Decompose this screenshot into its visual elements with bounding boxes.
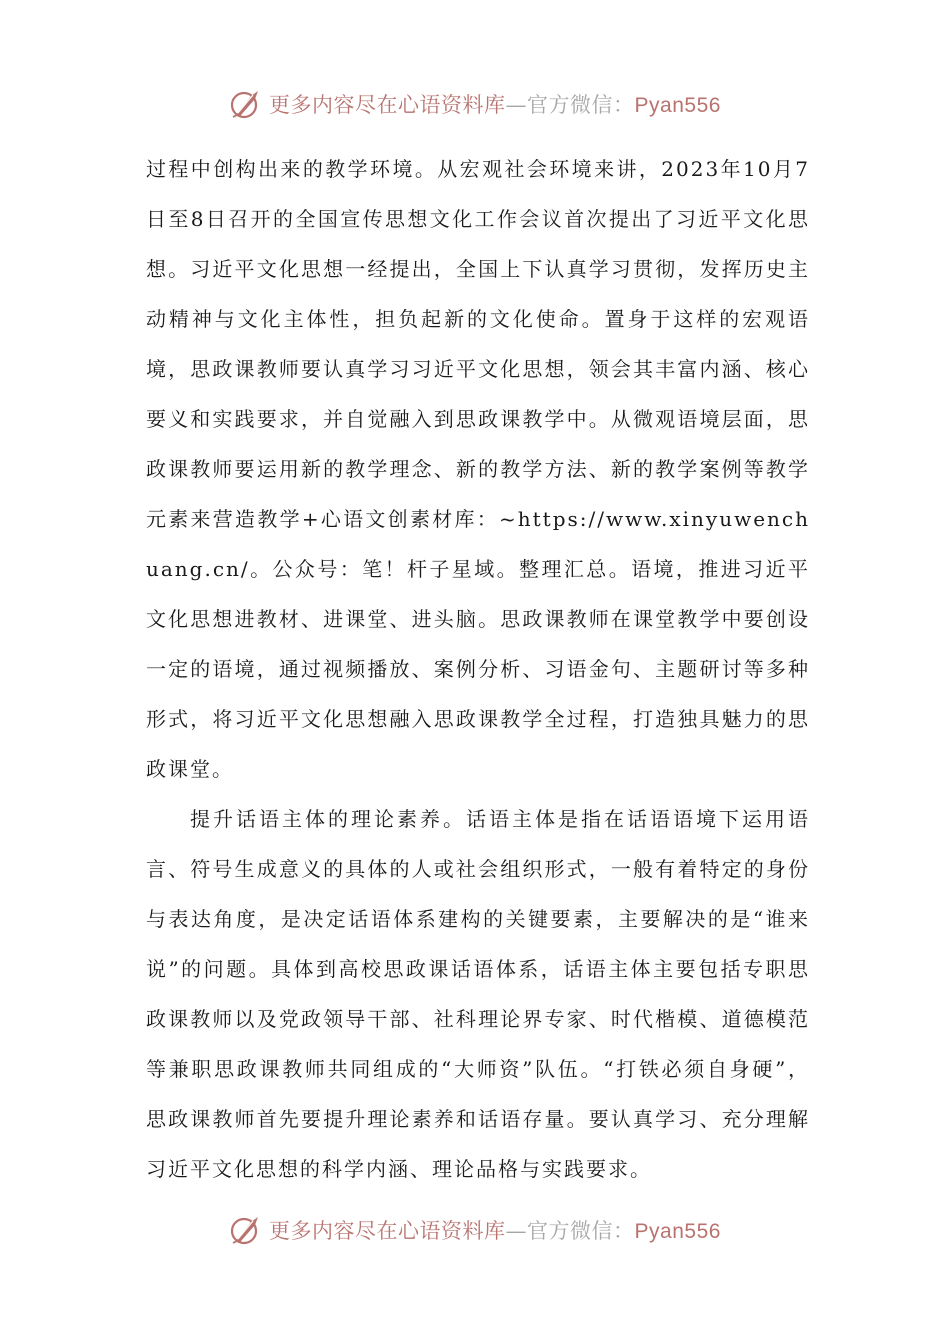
- paragraph-2: 提升话语主体的理论素养。话语主体是指在话语语境下运用语言、符号生成意义的具体的人或社会组织形式，一般有着特定的身份与表达角度，是决定话语体系建构的关键要素，主要解决的是“谁来说”的问题。具体到高校思政课话语体系，话语主体主要包括专职思政课教师以及党政领导干部、社科理论界专家、时代楷模、道德模范等兼职思政课教师共同组成的“大师资”队伍。“打铁必须自身硬”，思政课教师首先要提升理论素养和话语存量。要认真学习、充分理解习近平文化思想的科学内涵、理论品格与实践要求。: [146, 807, 810, 1181]
- header-slogan-line: [269, 89, 721, 119]
- footer-wechat-id: Pyan556: [634, 1220, 721, 1243]
- header-banner: [0, 84, 950, 124]
- footer-slogan-line: [269, 1215, 721, 1245]
- header-slogan: 更多内容尽在心语资料库: [269, 93, 506, 117]
- footer-banner: [0, 1210, 950, 1250]
- quill-pen-logo-icon: [229, 1213, 263, 1247]
- footer-slogan: 更多内容尽在心语资料库: [269, 1219, 506, 1243]
- footer-wechat-label: 官方微信：: [527, 1219, 635, 1243]
- document-body: [146, 144, 810, 1194]
- quill-pen-logo-icon: [229, 87, 263, 121]
- footer-separator: —: [505, 1219, 528, 1243]
- paragraph-1: 过程中创构出来的教学环境。从宏观社会环境来讲，2023年10月7日至8日召开的全国宣传思想文化工作会议首次提出了习近平文化思想。习近平文化思想一经提出，全国上下认真学习贯彻，发挥历史主动精神与文化主体性，担负起新的文化使命。置身于这样的宏观语境，思政课教师要认真学习习近平文化思想，领会其丰富内涵、核心要义和实践要求，并自觉融入到思政课教学中。从微观语境层面，思政课教师要运用新的教学理念、新的教学方法、新的教学案例等教学元素来营造教学+心语文创素材库：~https://www.xinyuwenchuang.cn/。公众号：笔！杆子星域。整理汇总。语境，推进习近平文化思想进教材、进课堂、进头脑。思政课教师在课堂教学中要创设一定的语境，通过视频播放、案例分析、习语金句、主题研讨等多种形式，将习近平文化思想融入思政课教学全过程，打造独具魅力的思政课堂。: [146, 157, 810, 781]
- header-wechat-id: Pyan556: [634, 94, 721, 117]
- header-wechat-label: 官方微信：: [527, 93, 635, 117]
- header-separator: —: [505, 93, 528, 117]
